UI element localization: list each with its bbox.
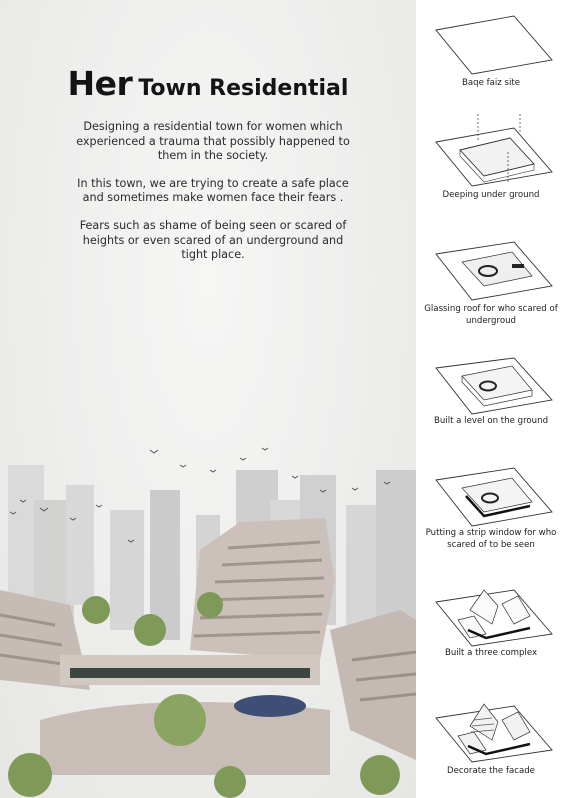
title-rest: Town Residential: [138, 76, 349, 101]
step-caption: Deeping under ground: [442, 190, 540, 200]
step-site: [416, 12, 566, 90]
step-facade: [416, 700, 566, 778]
step-glass-roof: [416, 240, 566, 327]
step-caption: Built a level on the ground: [433, 416, 549, 426]
title-main: Her: [67, 64, 133, 103]
site-outline-diagram-icon: [426, 12, 556, 78]
step-caption: Built a three complex: [444, 648, 538, 658]
project-description: [70, 120, 356, 276]
glass-roof-diagram-icon: [426, 240, 556, 304]
ground-level-diagram-icon: [426, 356, 556, 416]
architectural-render: [0, 430, 416, 798]
description-paragraph-3: Fears such as shame of being seen or scared of heights or even scared of an underground and tight place.: [79, 218, 347, 262]
three-complex-diagram-icon: [426, 586, 556, 648]
step-three-complex: [416, 586, 566, 660]
step-caption: Decorate the facade: [447, 766, 535, 776]
strip-window-diagram-icon: [426, 466, 556, 528]
step-strip-window: [416, 466, 566, 551]
design-process-steps: [416, 0, 566, 798]
description-paragraph-2: In this town, we are trying to create a safe place and sometimes make women face their fears .: [77, 176, 349, 205]
step-caption: Putting a strip window for who scared of to be seen: [425, 528, 557, 550]
step-caption: Glassing roof for who scared of undergroud: [424, 304, 558, 326]
description-paragraph-1: Designing a residential town for women which experienced a trauma that possibly happened to them in the society.: [76, 120, 350, 163]
excavation-diagram-icon: [426, 112, 556, 190]
facade-diagram-icon: [426, 700, 556, 766]
step-caption: Baqe faiz site: [461, 78, 521, 88]
step-underground: [416, 112, 566, 202]
step-ground-level: [416, 356, 566, 428]
page-title: [0, 64, 416, 103]
